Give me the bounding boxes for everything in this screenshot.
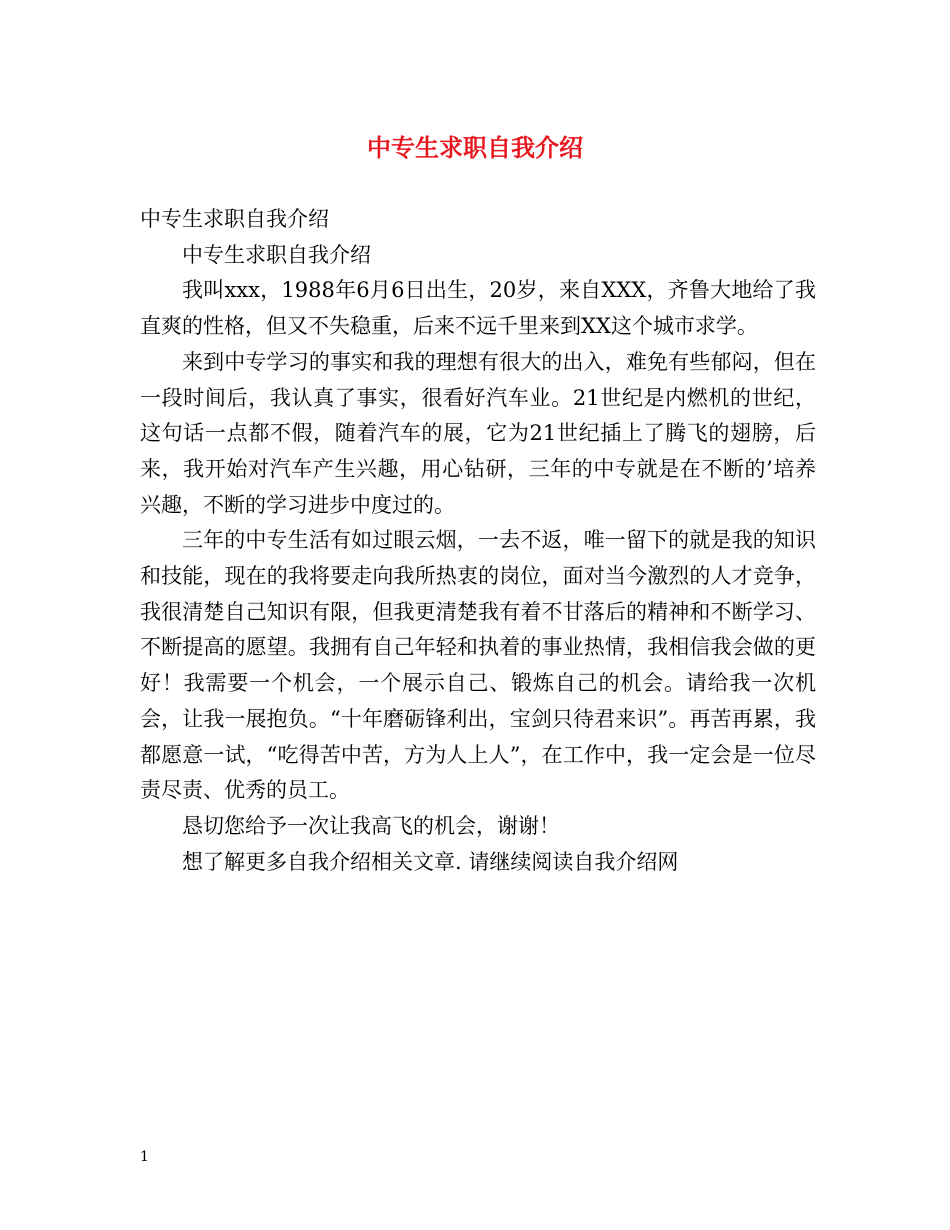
paragraph-study: 来到中专学习的事实和我的理想有很大的出入，难免有些郁闷，但在一段时间后，我认真了事实，很看好汽车业。21世纪是内燃机的世纪，这句话一点都不假，随着汽车的展，它为21世纪插上了腾飞的翅膀，后来，我开始对汽车产生兴趣，用心钻研，三年的中专就是在不断的’培养兴趣，不断的学习进步中度过的。 [140, 349, 816, 517]
page-number: 1 [140, 1149, 149, 1165]
paragraph-skills: 三年的中专生活有如过眼云烟，一去不返，唯一留下的就是我的知识和技能，现在的我将要走向我所热衷的岗位，面对当今激烈的人才竞争，我很清楚自己知识有限，但我更清楚我有着不甘落后的精神和不断学习、不断提高的愿望。我拥有自己年轻和执着的事业热情，我相信我会做的更好！我需要一个机会，一个展示自己、锻炼自己的机会。请给我一次机会，让我一展抱负。“十年磨砺锋利出，宝剑只待君来识”。再苦再累，我都愿意一试，“吃得苦中苦，方为人上人”，在工作中，我一定会是一位尽责尽责、优秀的员工。 [140, 528, 816, 803]
paragraph-more-articles: 想了解更多自我介绍相关文章. 请继续阅读自我介绍网 [182, 849, 679, 874]
document-title: 中专生求职自我介绍 [367, 133, 583, 162]
body-heading: 中专生求职自我介绍 [140, 207, 329, 231]
body-subheading: 中专生求职自我介绍 [182, 242, 371, 267]
document-body [140, 202, 816, 880]
paragraph-closing: 恳切您给予一次让我高飞的机会，谢谢！ [182, 813, 560, 838]
paragraph-intro: 我叫xxx，1988年6月6日出生，20岁，来自XXX，齐鲁大地给了我直爽的性格，但又不失稳重，后来不远千里来到XX这个城市求学。 [140, 278, 816, 339]
